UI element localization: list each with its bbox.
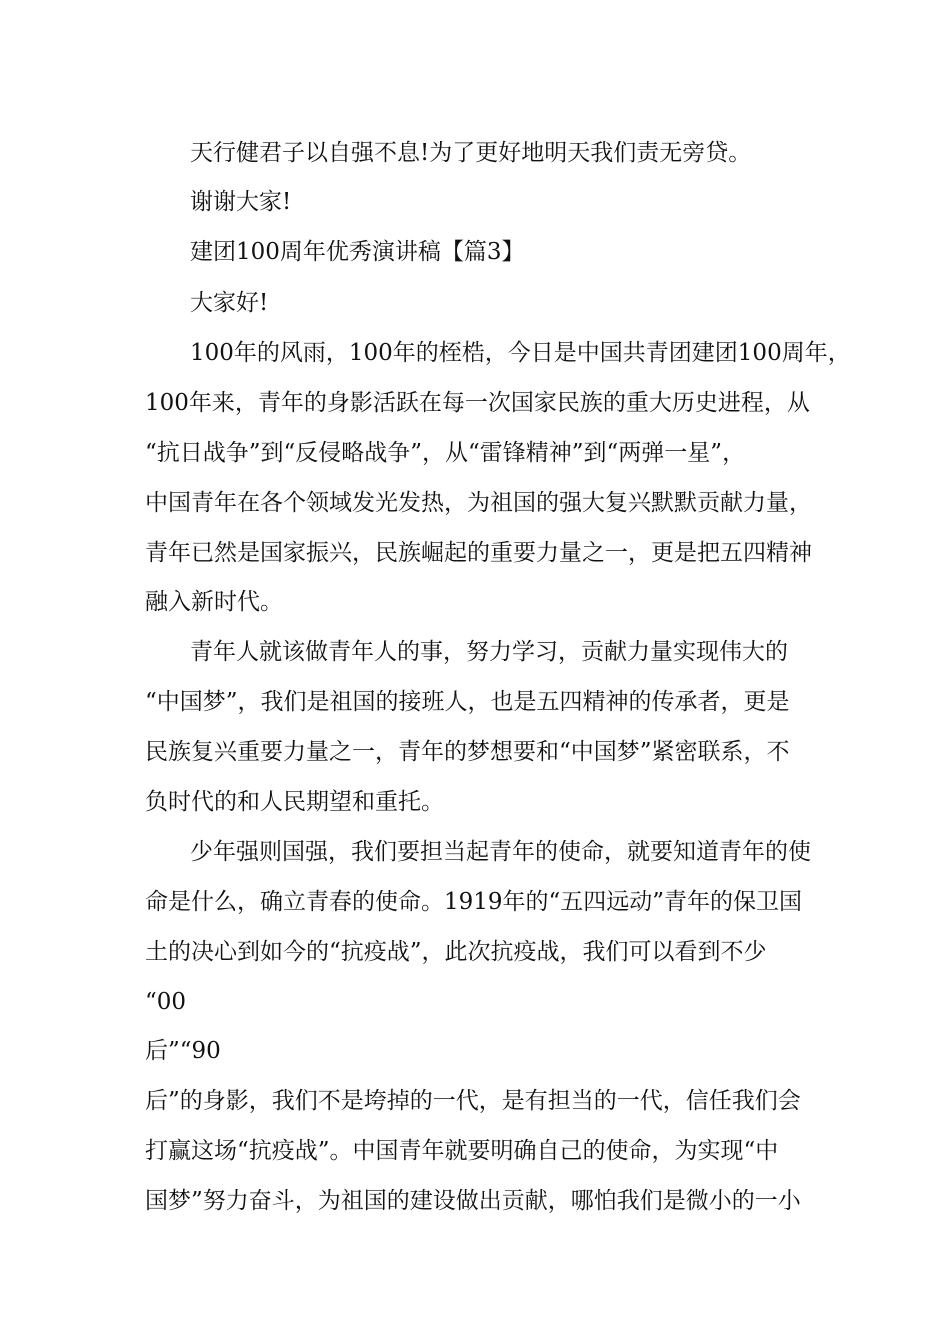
- text-line: 青年人就该做青年人的事，努力学习，贡献力量实现伟大的: [190, 639, 788, 665]
- text-line: 谢谢大家!: [190, 189, 292, 215]
- text-line: 天行健君子以自强不息!为了更好地明天我们责无旁贷。: [190, 140, 752, 166]
- text-line: 100年的风雨，100年的桎梏，今日是中国共青团建团100周年，: [190, 340, 851, 366]
- text-line: 青年已然是国家振兴，民族崛起的重要力量之一，更是把五四精神: [145, 540, 812, 566]
- text-line: 负时代的和人民期望和重托。: [145, 789, 444, 815]
- text-line: 融入新时代。: [145, 589, 283, 615]
- text-line: 土的决心到如今的“抗疫战”，此次抗疫战，我们可以看到不少: [145, 939, 767, 965]
- text-line: 大家好!: [190, 290, 269, 316]
- text-line: 打赢这场“抗疫战”。中国青年就要明确自己的使命，为实现“中: [145, 1138, 779, 1164]
- section-heading: 建团100周年优秀演讲稿【篇3】: [190, 239, 525, 265]
- text-line: 后”的身影，我们不是垮掉的一代，是有担当的一代，信任我们会: [145, 1088, 801, 1114]
- text-line: 后”“90: [145, 1038, 221, 1064]
- text-line: 国梦”努力奋斗，为祖国的建设做出贡献，哪怕我们是微小的一小: [145, 1188, 801, 1214]
- text-line: “中国梦”，我们是祖国的接班人，也是五四精神的传承者，更是: [145, 689, 790, 715]
- text-line: “00: [145, 989, 187, 1015]
- text-line: 中国青年在各个领域发光发热，为祖国的强大复兴默默贡献力量，: [145, 490, 812, 516]
- text-line: 少年强则国强，我们要担当起青年的使命，就要知道青年的使: [190, 839, 811, 865]
- text-line: 命是什么，确立青春的使命。1919年的“五四远动”青年的保卫国: [145, 889, 803, 915]
- text-line: 民族复兴重要力量之一，青年的梦想要和“中国梦”紧密联系，不: [145, 739, 790, 765]
- text-line: “抗日战争”到“反侵略战争”，从“雷锋精神”到“两弹一星”，: [145, 440, 746, 466]
- text-line: 100年来，青年的身影活跃在每一次国家民族的重大历史进程，从: [145, 390, 810, 416]
